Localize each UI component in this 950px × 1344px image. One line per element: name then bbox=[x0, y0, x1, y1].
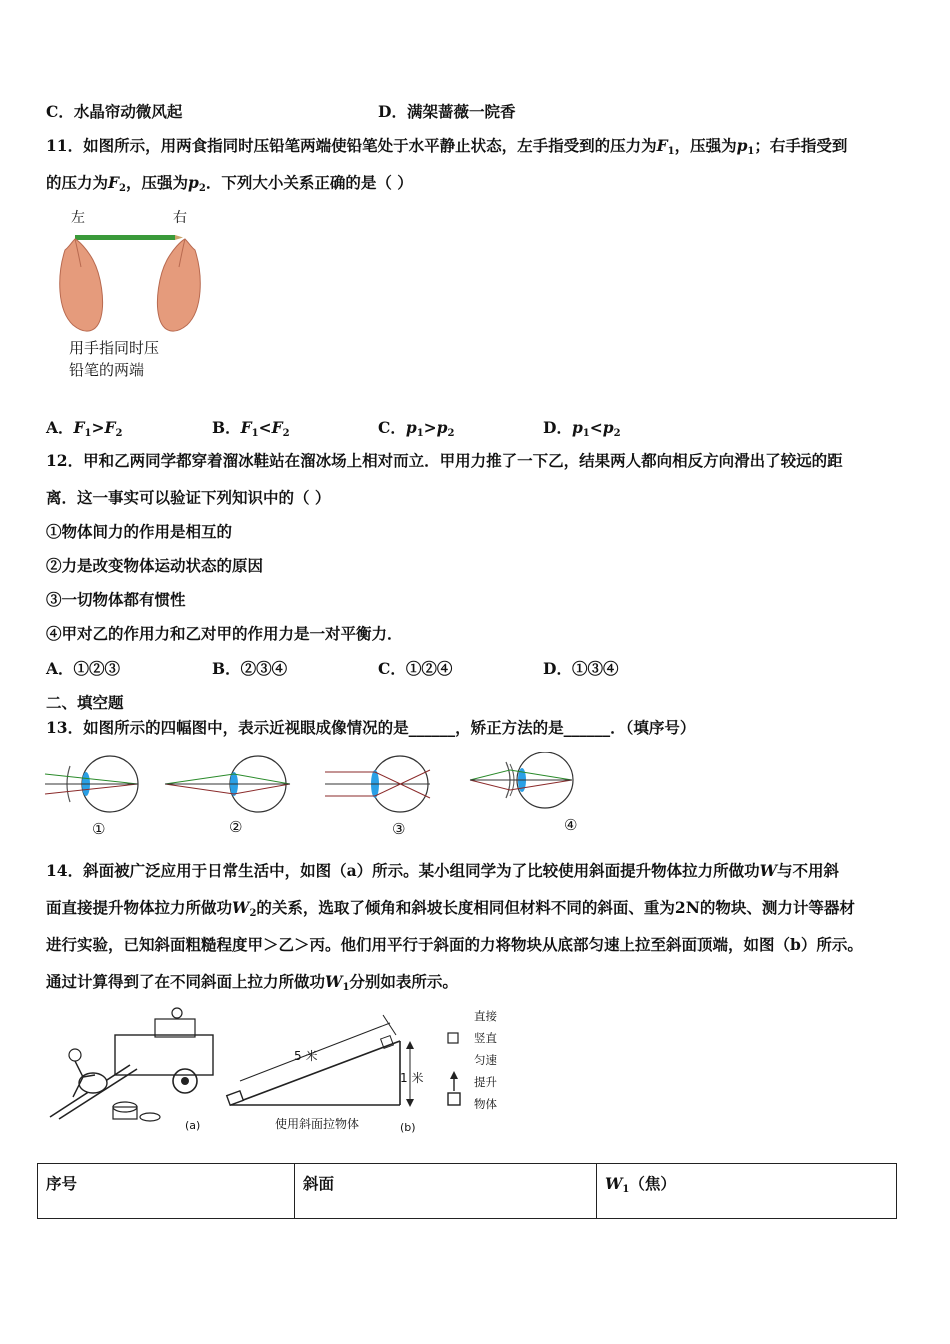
q10-option-c: C．水晶帘动微风起 bbox=[46, 102, 183, 121]
q11-option-d: D．$p_1<p_2$ bbox=[543, 418, 621, 439]
eye-diagram-1 bbox=[45, 756, 138, 812]
q14-figure-a bbox=[45, 1005, 220, 1135]
table-header-index: 序号 bbox=[38, 1164, 295, 1219]
eye-diagram-4 bbox=[470, 752, 573, 808]
height-label: 1 米 bbox=[400, 1071, 424, 1085]
fig-a-label: (a) bbox=[185, 1119, 201, 1132]
pencil-tip bbox=[175, 235, 183, 240]
eye-label-1: ① bbox=[92, 820, 106, 838]
q11-pencil-figure bbox=[55, 205, 205, 390]
table-header-slope: 斜面 bbox=[295, 1164, 597, 1219]
fig-b-label: (b) bbox=[400, 1121, 416, 1134]
q11-option-b: B．$F_1<F_2$ bbox=[212, 418, 290, 439]
q12-option-a: A．①②③ bbox=[46, 659, 121, 678]
table-header-row bbox=[38, 1164, 897, 1219]
slope-length-label: 5 米 bbox=[294, 1049, 318, 1063]
eye-label-2: ② bbox=[229, 818, 243, 836]
q11-stem-line2: 的压力为$F_2$，压强为$p_2$．下列大小关系正确的是（ ） bbox=[46, 173, 413, 194]
q12-option-d: D．①③④ bbox=[543, 659, 619, 678]
eye-diagram-3 bbox=[325, 756, 430, 812]
q14-stem-line1: 14．斜面被广泛应用于日常生活中，如图（a）所示。某小组同学为了比较使用斜面提升物体拉力所做功W与不用斜 bbox=[46, 861, 840, 880]
eye-label-3: ③ bbox=[392, 820, 406, 838]
eye-label-4: ④ bbox=[564, 816, 578, 834]
q12-item-1: ①物体间力的作用是相互的 bbox=[46, 522, 233, 541]
slope-caption: 使用斜面拉物体 bbox=[275, 1117, 360, 1131]
q14-stem-line3: 进行实验，已知斜面粗糙程度甲＞乙＞丙。他们用平行于斜面的力将物块从底部匀速上拉至斜面顶端，如图（b）所示。 bbox=[46, 935, 863, 954]
q12-stem-line2: 离．这一事实可以验证下列知识中的（ ） bbox=[46, 488, 331, 507]
q12-item-4: ④甲对乙的作用力和乙对甲的作用力是一对平衡力． bbox=[46, 624, 403, 643]
vertical-lift-caption: 直接 竖直 匀速 提升 物体 bbox=[474, 1009, 497, 1111]
section-heading-fill-blank: 二、填空题 bbox=[46, 693, 124, 712]
q14-figure-b bbox=[220, 1005, 510, 1140]
fig-caption: 用手指同时压 铅笔的两端 bbox=[69, 339, 160, 379]
q12-stem-line1: 12．甲和乙两同学都穿着溜冰鞋站在溜冰场上相对而立．甲用力推了一下乙，结果两人都向相反方向滑出了较远的距 bbox=[46, 451, 843, 470]
q13-eye-diagrams bbox=[40, 752, 640, 842]
q12-option-b: B．②③④ bbox=[212, 659, 288, 678]
q12-item-3: ③一切物体都有惯性 bbox=[46, 590, 186, 609]
q10-option-d: D．满架蔷薇一院香 bbox=[378, 102, 516, 121]
q14-stem-line4: 通过计算得到了在不同斜面上拉力所做功$W_1$分别如表所示。 bbox=[46, 972, 458, 993]
q13-stem: 13．如图所示的四幅图中，表示近视眼成像情况的是______，矫正方法的是______．（填序号） bbox=[46, 718, 696, 737]
q12-option-c: C．①②④ bbox=[378, 659, 453, 678]
q11-stem-line1: 11．如图所示，用两食指同时压铅笔两端使铅笔处于水平静止状态，左手指受到的压力为$F_1$，压强为$p_1$；右手指受到 bbox=[46, 136, 848, 157]
eye-diagram-2 bbox=[165, 756, 290, 812]
q14-stem-line2: 面直接提升物体拉力所做功$W_2$的关系，选取了倾角和斜坡长度相同但材料不同的斜面、重为2N的物块、测力计等器材 bbox=[46, 898, 855, 919]
pencil-body bbox=[75, 235, 175, 240]
q11-option-c: C．$p_1>p_2$ bbox=[378, 418, 455, 439]
fig-label-left: 左 bbox=[71, 210, 85, 226]
q12-item-2: ②力是改变物体运动状态的原因 bbox=[46, 556, 264, 575]
results-table bbox=[37, 1163, 897, 1219]
q11-option-a: A．$F_1>F_2$ bbox=[46, 418, 123, 439]
fig-label-right: 右 bbox=[173, 210, 187, 226]
table-header-work: $W_1$（焦） bbox=[597, 1164, 897, 1219]
